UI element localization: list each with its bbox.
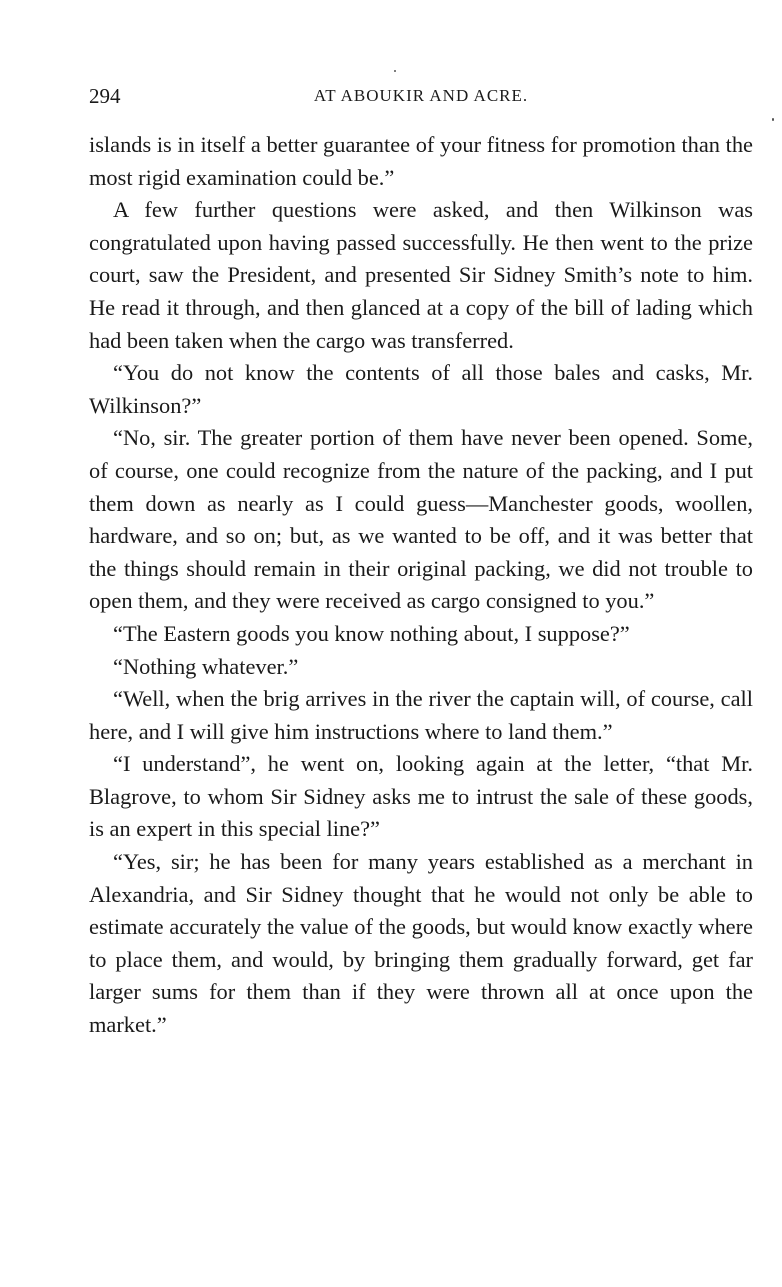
- paragraph: “Well, when the brig arrives in the river the captain will, of course, call here, and I will give him instructions where to land them.”: [89, 686, 753, 744]
- page-number: 294: [89, 84, 121, 108]
- paragraph: “No, sir. The greater portion of them have never been opened. Some, of course, one could recognize from the nature of the packing, and I put them down as nearly as I could guess—Manchester goods, woollen, hardware, and so on; but, as we wanted to be off, and it was better that the things should remain in their original packing, we did not trouble to open them, and they were received as cargo consigned to you.”: [89, 425, 753, 614]
- running-title: AT ABOUKIR AND ACRE.: [313, 86, 529, 105]
- text-body: [89, 129, 753, 1042]
- book-page: [89, 80, 753, 1042]
- print-speck: [772, 118, 774, 121]
- paragraph: A few further questions were asked, and then Wilkinson was congratulated upon having passed successfully. He then went to the prize court, saw the President, and presented Sir Sidney Smith’s note to him. He read it through, and then glanced at a copy of the bill of lading which had been taken when the cargo was transferred.: [89, 197, 753, 353]
- paragraph: “You do not know the contents of all those bales and casks, Mr. Wilkinson?”: [89, 360, 753, 418]
- paragraph: “I understand”, he went on, looking again at the letter, “that Mr. Blagrove, to whom Sir Sidney asks me to intrust the sale of these goods, is an expert in this special line?”: [89, 751, 753, 842]
- running-head: [89, 80, 753, 112]
- paragraph: islands is in itself a better guarantee of your fitness for promotion than the most rigid examination could be.”: [89, 132, 753, 190]
- paragraph: “Nothing whatever.”: [113, 653, 299, 679]
- paragraph: “The Eastern goods you know nothing about, I suppose?”: [113, 620, 630, 646]
- paragraph: “Yes, sir; he has been for many years established as a merchant in Alexandria, and Sir Sidney thought that he would not only be able to estimate accurately the value of the goods, but would know exactly where to place them, and would, by bringing them gradually forward, get far larger sums for them than if they were thrown all at once upon the market.”: [89, 849, 753, 1038]
- print-speck: [394, 70, 396, 72]
